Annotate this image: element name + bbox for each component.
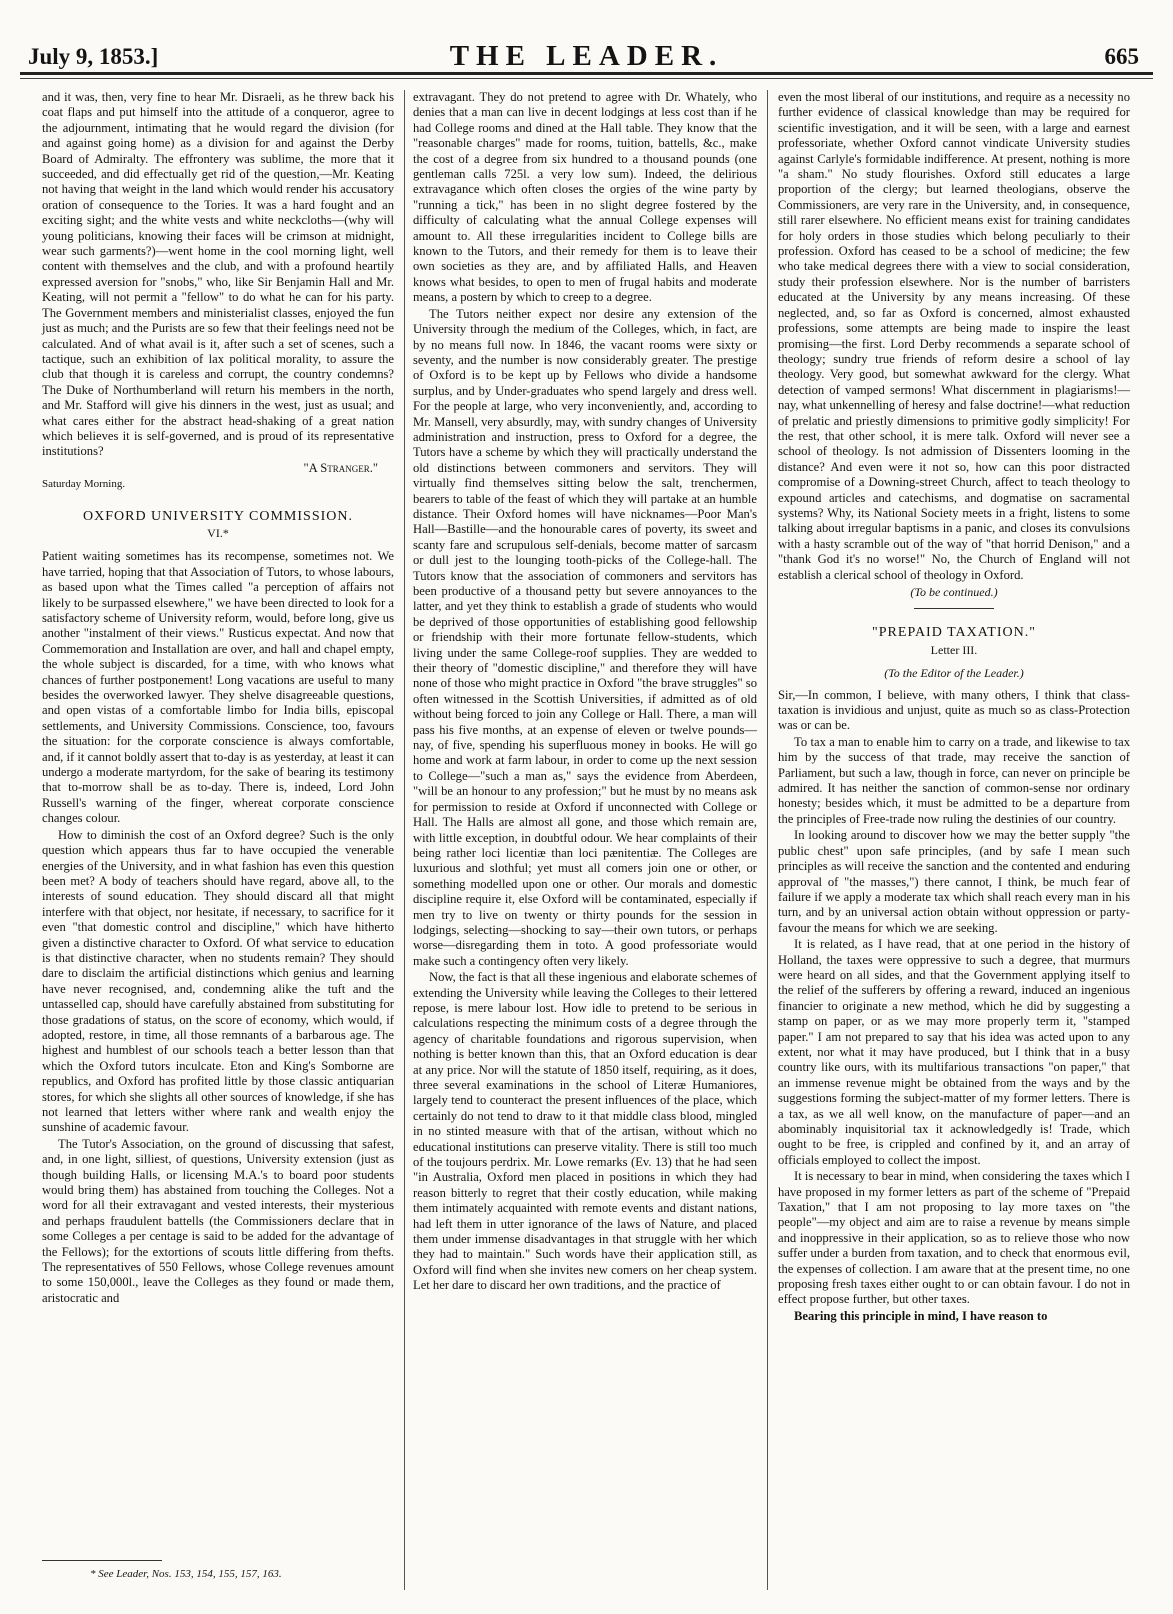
- paragraph: Now, the fact is that all these ingenious and elaborate schemes of extending the University while leaving the Colleges to their lettered repose, is mere labour lost. How idle to pretend to be serious in calculations respecting the minimum costs of a degree through the agency of charitable foundations and rigorous supervision, when nothing is better known than this, that an Oxford education is dear at any price. Nor will the statute of 1850 itself, requiring, as it does, three several examinations in the school of Literæ Humaniores, largely tend to counteract the present influences of the place, which certainly do not tend to draw to it that middle class blood, mingled in no stinted measure with that of the artisan, without which no educational institutions can preserve vitality. There is still too much of the toujours perdrix. Mr. Lowe remarks (Ev. 13) that he had seen "in Australia, Oxford men placed in positions in which they had reason bitterly to regret that their costly education, while making them intimately acquainted with remote events and distant nations, had left them in utter ignorance of the laws of Nature, and placed them under immense disadvantages in that struggle with her which they had to maintain." Such words have their application still, as Oxford will find when she invites new comers on her cheap system. Let her dare to discard her own traditions, and the practice of: [413, 970, 757, 1293]
- article-heading: OXFORD UNIVERSITY COMMISSION.: [82, 508, 353, 524]
- paragraph: The Tutor's Association, on the ground of discussing that safest, and, in one light, silliest, of questions, University extension (just as though building Halls, or licensing M.A.'s to board poor students would bring them) has abstained from touching the Colleges. Not a word for all their extravagant and vested interests, their mysterious and perhaps fraudulent battells (the Commissioners declare that in some Colleges a per centage is said to be added for the advantage of the Fellows); for the extortions of scouts little differing from thefts. The representatives of 550 Fellows, whose College revenues amount to some 150,000l., leave the Colleges as they found or made them, aristocratic and: [42, 1136, 394, 1305]
- paragraph: Bearing this principle in mind, I have reason to: [794, 1308, 1048, 1323]
- column-1: [42, 90, 394, 1307]
- letter-number: Letter III.: [930, 642, 978, 657]
- paragraph: To tax a man to enable him to carry on a trade, and likewise to tax him by the success of that trade, may receive the sanction of Parliament, but such a law, though in force, can never on principle be admired. It has neither the sanction of common-sense nor ordinary honesty; besides which, it must be admitted to be a departure from the principles of Free-trade now ruling the destinies of our country.: [778, 734, 1130, 826]
- issue-date: July 9, 1853.]: [28, 44, 159, 69]
- masthead-rule-thin: [20, 78, 1153, 79]
- paragraph: even the most liberal of our institutions, and require as a necessity no further evidence of classical knowledge than may be required for scientific investigation, and it will be seen, with a large and earnest professoriate, whether Oxford cannot vindicate University studies against Carlyle's formidable indifference. At present, nothing is more "a sham." No study flourishes. Oxford still educates a large proportion of the clergy; but learned theologians, observe the Commissioners, are very rare in the University, and, in consequence, still rarer elsewhere. No efficient means exist for training candidates for holy orders in those studies which belong peculiarly to their profession. Oxford has ceased to be a school of medicine; the few who take medical degrees there with a view to social consideration, study their profession elsewhere. Nor is the number of barristers educated at the University by any means increasing. Of these neglected, and, so far as Oxford is concerned, almost exhausted professions, some attempts are being made to inspire the least promising—the first. Lord Derby recommends a separate school of theology; sundry true friends of reform desire a school of lay theology. Very good, but somewhat awkward for the clergy. What detection of vamped sermons! What discernment in plagiarisms!—nay, what unkennelling of heresy and false doctrine!—what reduction of prelatic and priestly dimensions to primitive godly simplicity! For the rest, that other school, it is mere talk. Oxford will never see a school of theology. Is not admission of Dissenters looming in the distance? And even were it not so, how can this poor distracted compromise of a Downing-street Church, affect to teach theology to expound articles and catechisms, and dogmatise on sacramental systems? Why, its National Society meets in a fright, listens to some talking about irregular baptisms in a panic, and closes its convulsions with a hasty scramble out of the way of "that horrid Denison," and a "thank God it's no worse!" No, the Church of England will not establish a clerical school of theology in Oxford.: [778, 90, 1130, 582]
- signature: "A Stranger.": [303, 460, 378, 475]
- column-2: [413, 90, 757, 1295]
- paragraph: and it was, then, very fine to hear Mr. Disraeli, as he threw back his coat flaps and put himself into the attitude of a conqueror, agree to the adjournment, intimating that he would regard the division (for and against going home) as a division for and against the Derby Board of Admiralty. The effrontery was sublime, the more that it succeeded, and did effectually get rid of the question,—Mr. Keating not having that weight in the land which would render his accusatory oration of consequence to the Tories. It was a hard fought and an exciting sight; and the white vests and white neckcloths—(why will young politicians, knowing their faces will be crimson at midnight, wear such garments?)—went home in the cool morning light, well content with themselves and the club, and with a profound heartily expressed aversion for "snobs," who, like Sir Benjamin Hall and Mr. Keating, will not permit a "fellow" to do what he can for his party. The Government members and ministerialist classes, enjoyed the fun just as much; and the Purists are so few that their feelings need not be calculated. And of what avail is it, after such a set of scenes, such a tactique, such an exhibition of lax political morality, to assure the club that though it is careless and corrupt, the country condemns? The Duke of Northumberland will return his members in the north, and Mr. Stafford will give his dinners in the west, just as usual; and what cares either for the abstract head-shaking of a great nation which believes it is self-governed, and is proud of its representative institutions?: [42, 90, 394, 459]
- paragraph: It is related, as I have read, that at one period in the history of Holland, the taxes were oppressive to such a degree, that murmurs were heard on all sides, and that the Government applying itself to the relief of the sufferers by offering a reward, induced an ingenious financier to originate a new method, which he did by suggesting a stamp on paper, or as we may more properly term it, "stamped paper." I am not prepared to say that his idea was acted upon to any extent, nor what it may have produced, but I think that in a busy country like ours, with its multifarious transactions "on paper," that an immense revenue might be obtained from the ways and by the suggestions forming the subject-matter of my former letters. There is a tax, as we all well know, on the manufacture of paper—and an abominably inquisitorial tax it acknowledgedly is! Trade, which ought to be free, is crippled and confined by it, and an array of officials employed to collect the impost.: [778, 937, 1130, 1167]
- paragraph: Patient waiting sometimes has its recompense, sometimes not. We have tarried, hoping that that Association of Tutors, to whose labours, as based upon what the Times called "a perception of affairs not likely to be surpassed elsewhere," we have been directed to look for a satisfactory scheme of University reform, would, before long, give us another "instalment of their views." Rusticus expectat. And now that Commemoration and Installation are over, and hall and chapel empty, the whole subject is discarded, for a time, with who knows what chances of further postponement! Long vacations are useful to many besides the overworked lawyer. They shelve disagreeable questions, and open vistas of a comfortable limbo for India bills, episcopal settlements, and University Commissions. Conscience, too, favours the situation: for the corporate conscience is always comfortable, and, if it cannot boldly assert that to-day is as yesterday, at least it can undergo a moderate martyrdom, for the sake of bearing its testimony that to-morrow shall be as to-day. There is, indeed, Lord John Russell's warning of the finger, whereat corporate conscience changes colour.: [42, 549, 394, 826]
- addressee: (To the Editor of the Leader.): [884, 666, 1024, 681]
- paragraph: How to diminish the cost of an Oxford degree? Such is the only question which appears thus far to have occupied the venerable energies of the University, and in what fashion has even this question been met? A body of teachers should have regard, above all, to the interests of sound education. They should discard all that might interfere with that object, nor hesitate, if necessary, to sacrifice for it even "that domestic control and discipline," which have hitherto given a distinctive character to Oxford. Of what service to education is that distinctive character, when no students remain? They should dare to disclaim the artificial distinctions which genius and learning have never recognised, and, condemning alike the tuft and the untasselled cap, should have carefully abstained from substituting for those gradations of status, on the score of economy, which would, if adopted, restore, in time, all those remnants of a barbarous age. The highest and humblest of our schools teach a better lesson than that which the Oxford tutors inculcate. Eton and King's Somborne are republics, and Oxford has profited little by those classic antiquarian stores, for which she slights all other sources of knowledge, if she has not learned that letters wither where rank and wealth enjoy the sunshine of academic favour.: [42, 827, 394, 1135]
- column-divider: [404, 90, 405, 1590]
- paragraph: Sir,—In common, I believe, with many others, I think that class-taxation is invidious and unjust, quite as much so as class-Protection was or can be.: [778, 687, 1130, 733]
- paragraph: It is necessary to bear in mind, when considering the taxes which I have proposed in my former letters as part of the scheme of "Prepaid Taxation," that I am not proposing to lay more taxes on "the people"—my object and aim are to raise a revenue by means simple and inoppressive in their application, so as to relieve those who now suffer under a burden from taxation, and to check that enormous evil, the expenses of collection. I am aware that at the present time, no one proposing fresh taxes either ought to or can obtain favour. I do not in effect propose further, but other taxes.: [778, 1169, 1130, 1307]
- paragraph: The Tutors neither expect nor desire any extension of the University through the medium of the Colleges, which, in fact, are by no means full now. In 1846, the vacant rooms were sixty or seventy, and the number is now considerably greater. The prestige of Oxford is to be kept up by Fellows who divide a handsome surplus, and by Under-graduates who spend largely and dress well. For the people at large, who very inconveniently, and, according to Mr. Mansell, very absurdly, may, with sundry changes of University administration and instruction, press to Oxford for a degree, the Tutors have a scheme by which they will practically understand the old distinctions between commoners and servitors. They will virtually find themselves sitting below the salt, trenchermen, bearers to table of the feast of which they will partake at an humble distance. Their Oxford homes will have nicknames—Poor Man's Hall—Bastille—and the honourable cares of poverty, its sweet and scanty fare and scrupulous self-denials, become matter of sarcasm or dull jest to the lounging tooth-picks of the College-hall. The Tutors know that the association of commoners and servitors has been productive of a thousand petty but severe annoyances to the latter, and yet they think to establish a grade of students who would be deprived of those opportunities of establishing good fellowship or friendship with their more fortunate fellow-students, which living under the same College-roof supplies. They are wedded to their theory of "domestic discipline," and therefore they will have none of those who might practice in Oxford "the brave struggles" so often witnessed in the Scottish Universities, if admitted as of old without being forced to join any College or Hall. There, a man will pass his five months, at an expense of eleven or twelve pounds—nay, of five, spending his superfluous money in books. He will go home and work at farm labour, in order to come up the next session to College—"such a man as," says the evidence from Aberdeen, "will be an honour to any profession;" but he must by no means ask for permission to reside at Oxford if unconnected with College or Hall. The Halls are almost all gone, and those which remain are, with little exception, in doubtful odour. We hear complaints of their being rather loci licentiæ than loci pænitentiæ. The Colleges are luxurious and slothful; yet must all comers join one or other, or something modelled upon one or other. Our morals and domestic discipline require it, else Oxford will be contaminated, especially if men try to live on twenty or thirty pounds for the session in lodgings, selecting—shocking to say—their own tutors, or perhaps worse—disregarding them in toto. A good professoriate would make such a contingency often very likely.: [413, 306, 757, 968]
- section-rule: [914, 608, 994, 609]
- page-number: 665: [1104, 44, 1139, 69]
- footnote: * See Leader, Nos. 153, 154, 155, 157, 163.: [90, 1568, 282, 1580]
- paragraph: extravagant. They do not pretend to agree with Dr. Whately, who denies that a man can live in decent lodgings at less cost than if he had College rooms and dined at the Hall table. They know that the "reasonable charges" made for rooms, tuition, battells, &c., make the cost of a degree from six hundred to a thousand pounds (one gentleman calls 725l. a very low sum). Indeed, the delirious extravagance which often closes the orgies of the wine party by "running a tick," has been in no slight degree fostered by the difficulty of calculating what the annual College expenses will amount to. All these irregularities incident to College bills are known to the Tutors, and their remedy for them is to leave their own societies as they are, and by affiliated Halls, and Heaven knows what besides, to open to men of frugal habits and moderate means, a postern by which to creep to a degree.: [413, 90, 757, 305]
- column-divider: [767, 90, 768, 1590]
- article-heading: "PREPAID TAXATION.": [872, 625, 1036, 641]
- column-3: [778, 90, 1130, 1325]
- masthead-rule: [20, 72, 1153, 75]
- article-number: VI.*: [207, 525, 229, 540]
- dateline: Saturday Morning.: [42, 478, 126, 491]
- footnote-rule: [42, 1560, 162, 1561]
- to-be-continued: (To be continued.): [910, 585, 998, 599]
- masthead: [20, 14, 1153, 70]
- paragraph: In looking around to discover how we may the better supply "the public chest" upon safe principles, (and by safe I mean such principles as will receive the sanction and the contented and enduring approval of "the masses,") there cannot, I think, be much fear of failure if we apply a moderate tax which shall reach every man in his turn, and by an universal action obtain without oppression or party-favour the means for which we are seeking.: [778, 828, 1130, 935]
- newspaper-title: THE LEADER.: [449, 40, 724, 72]
